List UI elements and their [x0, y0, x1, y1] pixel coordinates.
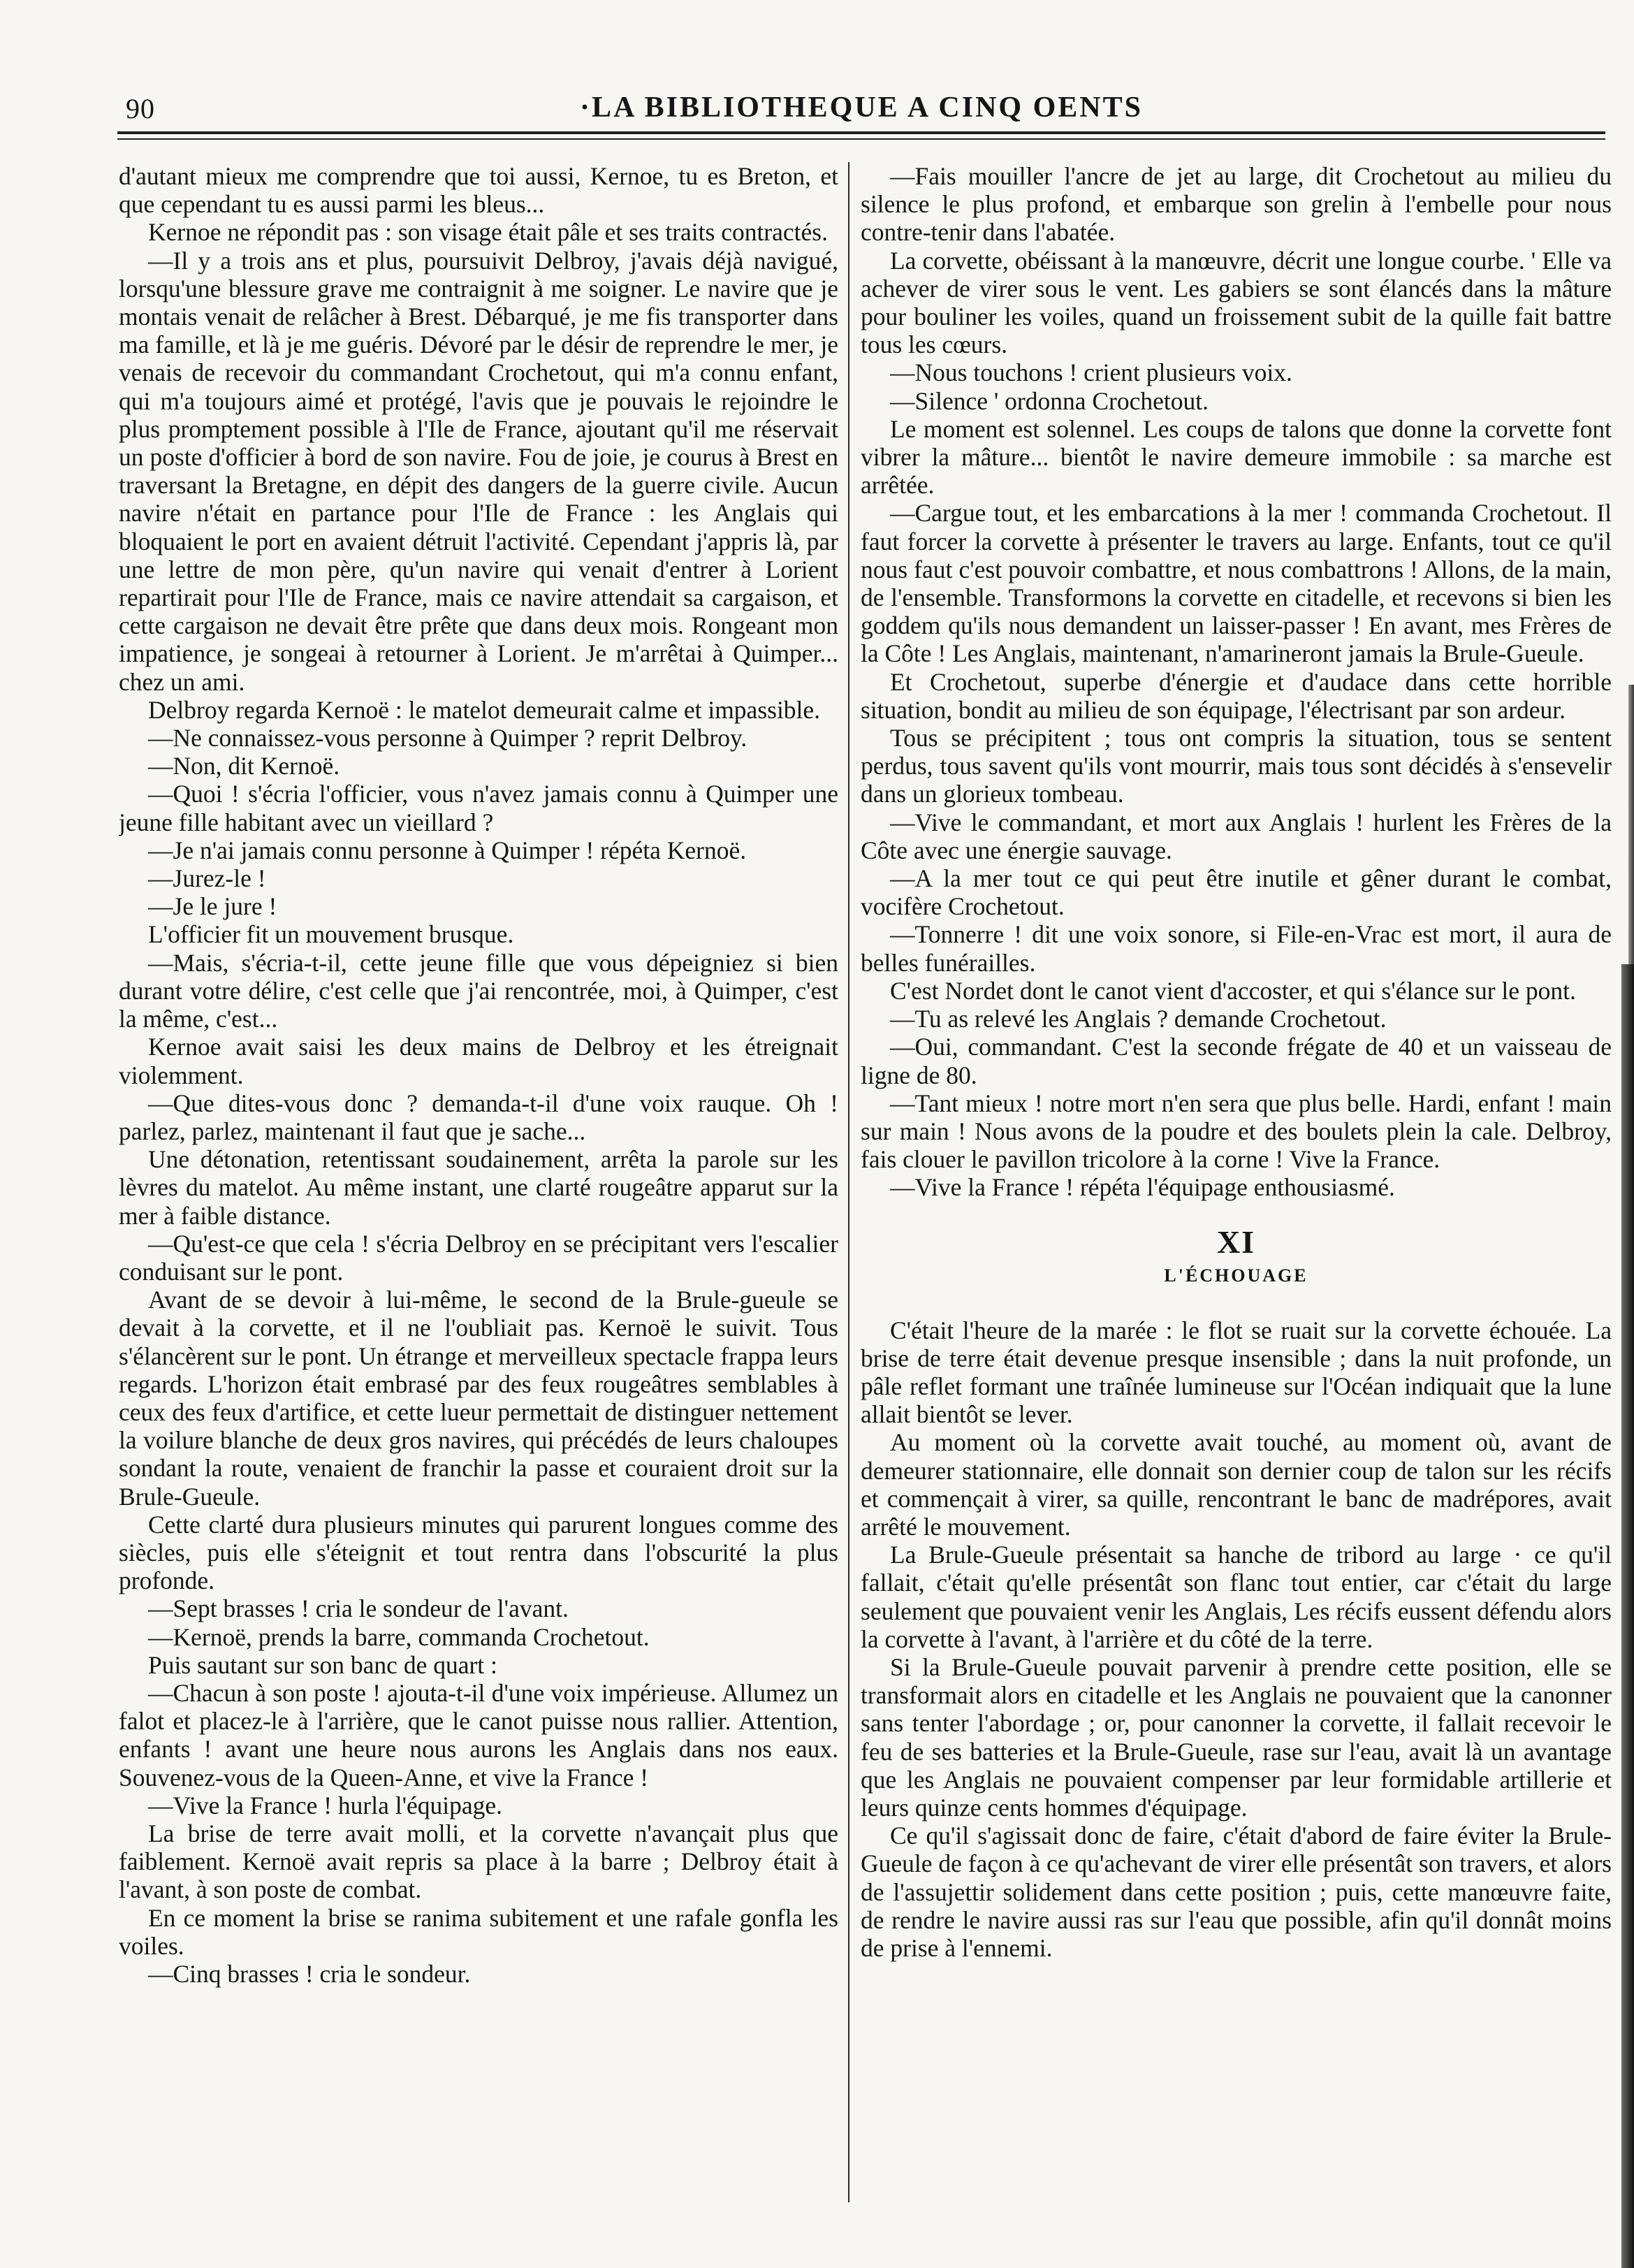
running-title: ·LA BIBLIOTHEQUE A CINQ OENTS: [580, 92, 1143, 124]
right-column: [861, 162, 1612, 2230]
page-edge-shadow: [1628, 685, 1634, 964]
paragraph: Puis sautant sur son banc de quart :: [148, 1650, 497, 1679]
chapter-number: XI: [1216, 1223, 1256, 1260]
paragraph: —A la mer tout ce qui peut être inutile et gêner durant le combat, vocifère Crochetout.: [861, 864, 1612, 921]
paragraph: —Cinq brasses ! cria le sondeur.: [148, 1960, 471, 1988]
paragraph: —Kernoë, prends la barre, commanda Crochetout.: [148, 1622, 650, 1651]
paragraph: Kernoe ne répondit pas : son visage était pâle et ses traits contractés.: [148, 218, 828, 247]
paragraph: —Non, dit Kernoë.: [148, 752, 340, 780]
paragraph: La brise de terre avait molli, et la corvette n'avançait plus que faiblement. Kernoë avait repris sa place à la barre ; Delbroy était à l'avant, à son poste de combat.: [119, 1819, 838, 1904]
paragraph: —Tu as relevé les Anglais ? demande Crochetout.: [890, 1005, 1387, 1033]
paragraph: C'était l'heure de la marée : le flot se ruait sur la corvette échouée. La brise de terre était devenue presque insensible ; dans la nuit profonde, un pâle reflet formant une traînée lumineuse sur l'Océan indiquait que la lune allait bientôt se lever.: [861, 1316, 1612, 1429]
left-column: [119, 162, 838, 2230]
paragraph: —Silence ' ordonna Crochetout.: [890, 386, 1209, 415]
paragraph: —Nous touchons ! crient plusieurs voix.: [890, 358, 1292, 387]
paragraph: —Oui, commandant. C'est la seconde frégate de 40 et un vaisseau de ligne de 80.: [861, 1033, 1612, 1089]
paragraph: —Vive la France ! répéta l'équipage enthousiasmé.: [890, 1173, 1395, 1202]
paragraph: Le moment est solennel. Les coups de talons que donne la corvette font vibrer la mâture... bientôt le navire demeure immobile : sa marche est arrêtée.: [861, 414, 1612, 500]
paragraph: Avant de se devoir à lui-même, le second de la Brule-gueule se devait à la corvette, et il ne l'oubliait pas. Kernoë le suivit. Tous s'élancèrent sur le pont. Un étrange et merveilleux spectacle frappa leurs regards. L'horizon était embrasé par des feux rougeâtres semblables à ceux des feux d'artifice, et cette lueur permettait de distinguer nettement la voilure blanche de deux gros navires, qui précédés de leurs chaloupes sondant la route, venaient de franchir la passe et couraient droit sur la Brule-Gueule.: [119, 1286, 838, 1511]
paragraph: Kernoe avait saisi les deux mains de Delbroy et les étreignait violemment.: [119, 1033, 838, 1089]
paragraph: —Sept brasses ! cria le sondeur de l'avant.: [148, 1594, 569, 1623]
paragraph: —Qu'est-ce que cela ! s'écria Delbroy en se précipitant vers l'escalier conduisant sur le pont.: [119, 1229, 838, 1286]
paragraph: Delbroy regarda Kernoë : le matelot demeurait calme et impassible.: [148, 695, 821, 724]
paragraph: Et Crochetout, superbe d'énergie et d'audace dans cette horrible situation, bondit au milieu de son équipage, l'électrisant par son ardeur.: [861, 667, 1612, 724]
paragraph: —Tonnerre ! dit une voix sonore, si File-en-Vrac est mort, il aura de belles funérailles.: [861, 920, 1612, 977]
paragraph: —Mais, s'écria-t-il, cette jeune fille que vous dépeigniez si bien durant votre délire, c'est celle que j'ai rencontrée, moi, à Quimper, c'est la même, c'est...: [119, 948, 838, 1033]
paragraph: —Que dites-vous donc ? demanda-t-il d'une voix rauque. Oh ! parlez, parlez, maintenant il faut que je sache...: [119, 1089, 838, 1145]
paragraph: —Tant mieux ! notre mort n'en sera que plus belle. Hardi, enfant ! main sur main ! Nous avons de la poudre et des boulets plein la cale. Delbroy, fais clouer le pavillon tricolore à la corne ! Vive la France.: [861, 1089, 1612, 1174]
paragraph: Au moment où la corvette avait touché, au moment où, avant de demeurer stationnaire, elle donnait son dernier coup de talon sur les récifs et commençait à virer, sa quille, rencontrant le banc de madrépores, avait arrêté le mouvement.: [861, 1428, 1612, 1541]
paragraph: Une détonation, retentissant soudainement, arrêta la parole sur les lèvres du matelot. Au même instant, une clarté rougeâtre apparut sur la mer à faible distance.: [119, 1145, 838, 1230]
paragraph: La corvette, obéissant à la manœuvre, décrit une longue courbe. ' Elle va achever de virer sous le vent. Les gabiers se sont élancés dans la mâture pour bouliner les voiles, quand un froissement subit de la quille fait battre tous les cœurs.: [861, 246, 1612, 359]
paragraph: L'officier fit un mouvement brusque.: [148, 920, 514, 949]
paragraph: Si la Brule-Gueule pouvait parvenir à prendre cette position, elle se transformait alors en citadelle et les Anglais ne pouvaient que la canonner sans tenter l'abordage ; or, pour canonner la corvette, il fallait recevoir le feu de ses batteries et la Brule-Gueule, rase sur l'eau, avait là un avantage que les Anglais ne pouvaient compenser par leur formidable artillerie et leurs quinze cents hommes d'équipage.: [861, 1652, 1612, 1822]
page-header: [117, 85, 1605, 127]
page-edge-shadow: [1621, 964, 1634, 2268]
paragraph: —Quoi ! s'écria l'officier, vous n'avez jamais connu à Quimper une jeune fille habitant avec un vieillard ?: [119, 780, 838, 836]
paragraph: C'est Nordet dont le canot vient d'accoster, et qui s'élance sur le pont.: [890, 976, 1576, 1005]
page-number: 90: [126, 93, 155, 124]
column-divider: [848, 162, 849, 2202]
header-rule-thin: [117, 138, 1605, 140]
paragraph: Cette clarté dura plusieurs minutes qui parurent longues comme des siècles, puis elle s'éteignit et tout rentra dans l'obscurité la plus profonde.: [119, 1510, 838, 1595]
paragraph: —Chacun à son poste ! ajouta-t-il d'une voix impérieuse. Allumez un falot et placez-le à l'arrière, que le canot puisse nous rallier. Attention, enfants ! avant une heure nous aurons les Anglais dans nos eaux. Souvenez-vous de la Queen-Anne, et vive la France !: [119, 1678, 838, 1791]
paragraph: —Je n'ai jamais connu personne à Quimper ! répéta Kernoë.: [148, 836, 747, 864]
paragraph: Tous se précipitent ; tous ont compris la situation, tous se sentent perdus, tous savent qu'ils vont mourrir, mais tous sont décidés à s'ensevelir dans un glorieux tombeau.: [861, 724, 1612, 808]
paragraph: —Vive le commandant, et mort aux Anglais ! hurlent les Frères de la Côte avec une énergie sauvage.: [861, 808, 1612, 864]
header-rule-thick: [117, 131, 1605, 134]
paragraph: —Je le jure !: [148, 892, 277, 921]
paragraph: La Brule-Gueule présentait sa hanche de tribord au large · ce qu'il fallait, c'était qu'elle présentât son flanc tout entier, car c'était du large seulement que pouvaient venir les Anglais, Les récifs eussent défendu alors la corvette à l'avant, à l'arrière et du côté de la terre.: [861, 1541, 1612, 1653]
paragraph: —Vive la France ! hurla l'équipage.: [148, 1791, 502, 1819]
paragraph: d'autant mieux me comprendre que toi aussi, Kernoe, tu es Breton, et que cependant tu es aussi parmi les bleus...: [119, 162, 838, 219]
paragraph: —Fais mouiller l'ancre de jet au large, dit Crochetout au milieu du silence le plus profond, et embarque son grelin à l'embelle pour nous contre-tenir dans l'abatée.: [861, 162, 1612, 247]
chapter-title: L'ÉCHOUAGE: [1164, 1265, 1308, 1286]
paragraph: Ce qu'il s'agissait donc de faire, c'était d'abord de faire éviter la Brule-Gueule de façon à ce qu'achevant de virer elle présentât son travers, et alors de l'assujettir solidement dans cette position ; puis, cette manœuvre faite, de rendre le navire aussi ras sur l'eau que possible, afin qu'il donnât moins de prise à l'ennemi.: [861, 1822, 1612, 1962]
paragraph: —Cargue tout, et les embarcations à la mer ! commanda Crochetout. Il faut forcer la corvette à présenter le travers au large. Enfants, tout ce qu'il nous faut c'est pouvoir combattre, et nous combattrons ! Allons, de la main, de l'ensemble. Transformons la corvette en citadelle, et recevons si bien les goddem qu'ils nous demandent un laisser-passer ! En avant, mes Frères de la Côte ! Les Anglais, maintenant, n'amarineront jamais la Brule-Gueule.: [861, 499, 1612, 668]
paragraph: En ce moment la brise se ranima subitement et une rafale gonfla les voiles.: [119, 1903, 838, 1960]
paragraph: —Il y a trois ans et plus, poursuivit Delbroy, j'avais déjà navigué, lorsqu'une blessure grave me contraignit à me soigner. Le navire que je montais venait de relâcher à Brest. Débarqué, je me fis transporter dans ma famille, et là je me guéris. Dévoré par le désir de reprendre le mer, je venais de recevoir du commandant Crochetout, qui m'a connu enfant, qui m'a toujours aimé et protégé, l'avis que je pouvais le rejoindre le plus promptement possible à l'Ile de France, ajoutant qu'il me réservait un poste d'officier à bord de son navire. Fou de joie, je courus à Brest en traversant la Bretagne, en dépit des dangers de la guerre civile. Aucun navire n'était en partance pour l'Ile de France : les Anglais qui bloquaient le port en avaient détruit l'activité. Cependant j'appris là, par une lettre de mon père, qu'un navire qui venait d'entrer à Lorient repartirait pour l'Ile de France, mais ce navire attendait sa cargaison, et cette cargaison ne devait être prête que dans deux mois. Rongeant mon impatience, je songeai à retourner à Lorient. Je m'arrêtai à Quimper... chez un ami.: [119, 246, 838, 696]
paragraph: —Jurez-le !: [148, 864, 266, 893]
paragraph: —Ne connaissez-vous personne à Quimper ? reprit Delbroy.: [148, 724, 747, 753]
